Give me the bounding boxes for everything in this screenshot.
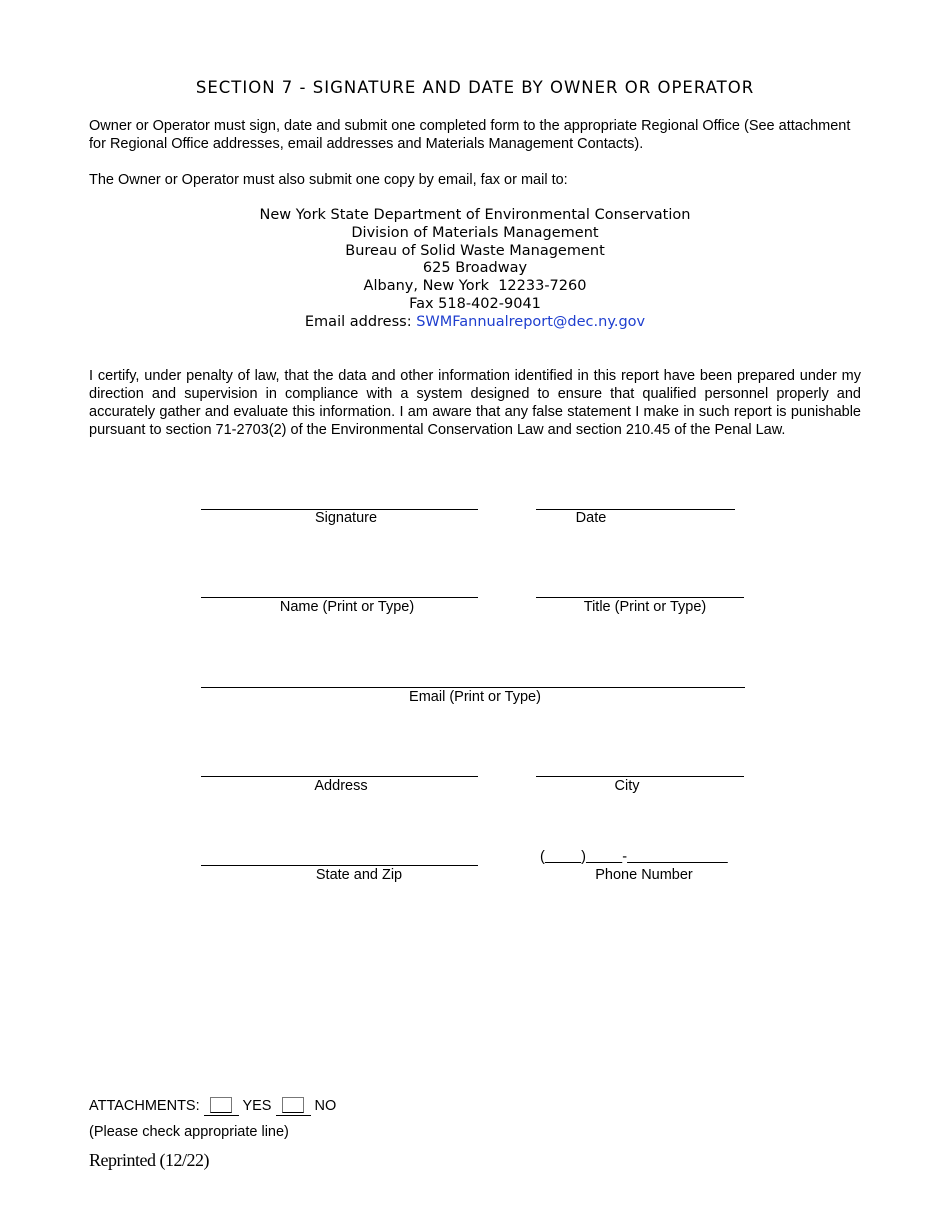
address-line: Fax 518-402-9041: [409, 295, 541, 312]
phone-dash: -: [622, 849, 628, 865]
address-line: 625 Broadway: [422, 260, 528, 277]
section-title: SECTION 7 - SIGNATURE AND DATE BY OWNER OR OPERATOR: [195, 78, 755, 97]
address-email-line: [0, 314, 950, 332]
state-zip-label: State and Zip: [315, 867, 403, 883]
phone-number-field[interactable]: [540, 849, 728, 865]
address-line: Bureau of Solid Waste Management: [345, 242, 605, 259]
email-link[interactable]: SWMFannualreport@dec.ny.gov: [416, 313, 646, 330]
date-label: Date: [575, 510, 607, 526]
state-zip-line[interactable]: [201, 865, 478, 866]
copy-paragraph: The Owner or Operator must also submit one copy by email, fax or mail to:: [89, 172, 568, 188]
attachments-row: [89, 1097, 336, 1116]
attachments-yes-label: YES: [242, 1098, 272, 1114]
email-field-label: Email (Print or Type): [409, 689, 541, 705]
title-label: Title (Print or Type): [583, 599, 707, 615]
name-label: Name (Print or Type): [279, 599, 415, 615]
address-label: Address: [314, 778, 368, 794]
name-line[interactable]: [201, 597, 478, 598]
phone-open-paren: (: [540, 849, 545, 865]
email-label: Email address:: [304, 313, 417, 330]
attachments-yes-checkbox[interactable]: [210, 1097, 232, 1113]
attachments-yes-line[interactable]: [204, 1097, 239, 1116]
city-label: City: [614, 778, 640, 794]
phone-label: Phone Number: [595, 867, 693, 883]
intro-paragraph: Owner or Operator must sign, date and submit one completed form to the appropriate Regional Office (See attachment for Regional Office addresses, email addresses and Materials Management Contacts).: [89, 118, 851, 152]
mailing-address: [0, 207, 950, 332]
attachments-no-label: NO: [314, 1098, 337, 1114]
attachments-no-checkbox[interactable]: [282, 1097, 304, 1113]
signature-label: Signature: [314, 510, 378, 526]
address-line: New York State Department of Environmental Conservation: [259, 207, 691, 223]
address-line: Albany, New York 12233-7260: [363, 278, 587, 295]
email-line[interactable]: [201, 687, 745, 688]
attachments-label: ATTACHMENTS:: [89, 1098, 200, 1114]
title-line[interactable]: [536, 597, 744, 598]
reprint-date: Reprinted (12/22): [89, 1150, 209, 1170]
address-line: Division of Materials Management: [351, 224, 599, 241]
address-line-field[interactable]: [201, 776, 478, 777]
city-line[interactable]: [536, 776, 744, 777]
attachments-note: (Please check appropriate line): [89, 1124, 289, 1140]
phone-close-paren: ): [581, 849, 586, 865]
attachments-no-line[interactable]: [276, 1097, 311, 1116]
certification-statement: I certify, under penalty of law, that the data and other information identified in this report have been prepared under my direction and supervision in compliance with a system designed to ensure that qualified personnel properly and accurately gather and evaluate this information. I am aware that any false statement I make in such report is punishable pursuant to section 71-2703(2) of the Environmental Conservation Law and section 210.45 of the Penal Law.: [89, 368, 861, 438]
